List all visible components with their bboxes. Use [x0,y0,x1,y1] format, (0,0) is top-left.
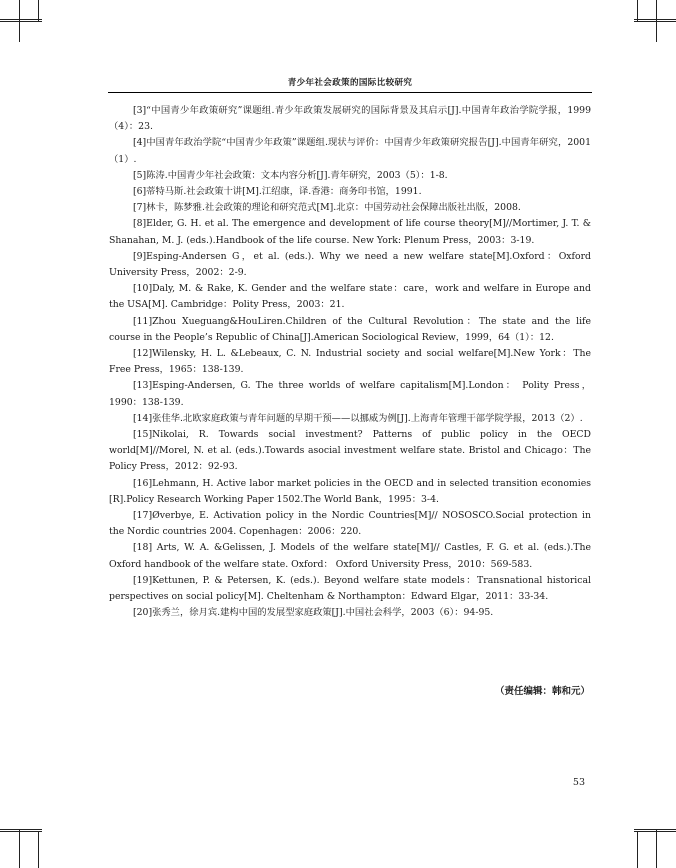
header-rule [108,92,592,93]
reference-item: [15]Nikolai, R. Towards social investment? Patterns of public policy in the OECD world[M]//Morel, N. et al. (eds.).Towards asocial investment welfare state. Bristol and Chicago：The Policy Press，2012：92-93. [109,429,591,473]
page-number: 53 [572,777,585,788]
reference-item: [10]Daly, M. & Rake, K. Gender and the welfare state：care，work and welfare in Europe and the USA[M]. Cambridge：Polity Press，2003：21. [109,283,591,311]
reference-item: [7]林卡，陈梦雅.社会政策的理论和研究范式[M].北京：中国劳动社会保障出版社出版，2008. [133,202,521,214]
reference-item: [5]陈涛.中国青少年社会政策：文本内容分析[J].青年研究，2003（5）：1-8. [133,169,448,181]
reference-item: [9]Esping-Andersen G，et al. (eds.). Why we need a new welfare state[M].Oxford：Oxford University Press，2002：2-9. [109,250,591,279]
reference-item: [8]Elder, G. H. et al. The emergence and development of life course theory[M]//Mortimer, J. T. & Shanahan, M. J. (eds.).Handbook of the life course. New York: Plenum Press，2003：3-19. [109,218,591,246]
reference-item: [4]中国青年政治学院“中国青少年政策”课题组.现状与评价：中国青少年政策研究报告[J].中国青年研究，2001（1）. [109,137,591,165]
reference-item: [14]张佳华.北欧家庭政策与青年问题的早期干预——以挪威为例[J].上海青年管理干部学院学报，2013（2）. [133,412,583,424]
reference-item: [12]Wilensky, H. L. &Lebeaux, C. N. Industrial society and social welfare[M].New York：The Free Press，1965：138-139. [109,348,591,376]
reference-item: [13]Esping-Andersen, G. The three worlds of welfare capitalism[M].London： Polity Press，1990：138-139. [109,380,591,408]
editor-note: （责任编辑：韩和元） [494,686,590,697]
running-header: 青少年社会政策的国际比较研究 [287,78,413,88]
reference-item: [18] Arts, W. A. &Gelissen, J. Models of the welfare state[M]// Castles, F. G. et al. (eds.).The Oxford handbook of the welfare state. Oxford： Oxford University Press，2010：569-583. [109,542,591,570]
reference-item: [3]“中国青少年政策研究”课题组.青少年政策发展研究的国际背景及其启示[J].中国青年政治学院学报，1999（4）：23. [109,105,591,133]
reference-item: [19]Kettunen, P. & Petersen, K. (eds.). Beyond welfare state models：Transnational historical perspectives on social policy[M]. Cheltenham & Northampton：Edward Elgar，2011：33-34. [109,574,591,603]
reference-item: [16]Lehmann, H. Active labor market policies in the OECD and in selected transition economies [R].Policy Research Working Paper 1502.The World Bank，1995：3-4. [109,477,591,505]
reference-item: [17]Øverbye, E. Activation policy in the Nordic Countries[M]// NOSOSCO.Social protection in the Nordic countries 2004. Copenhagen：2006：220. [109,510,591,538]
reference-list [109,103,591,622]
reference-item: [11]Zhou Xueguang&HouLiren.Children of the Cultural Revolution：The state and the life course in the People’s Republic of China[J].American Sociological Review，1999，64（1）：12. [109,315,591,343]
reference-item: [20]张秀兰，徐月宾.建构中国的发展型家庭政策[J].中国社会科学，2003（6）：94-95. [133,607,494,619]
reference-item: [6]蒂特马斯.社会政策十讲[M].江绍康，译.香港：商务印书馆，1991. [133,186,422,198]
